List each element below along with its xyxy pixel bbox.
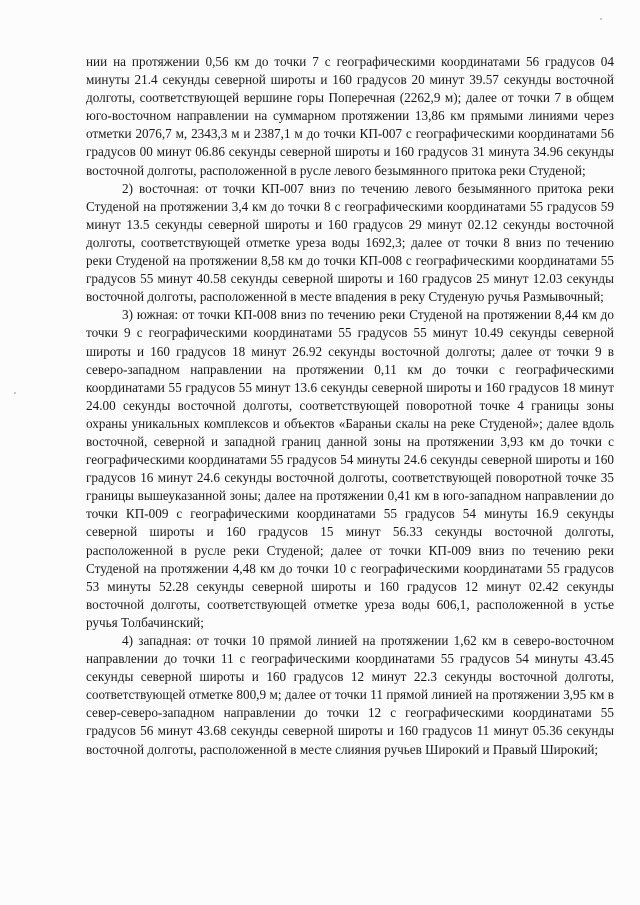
paragraph-south-boundary: 3) южная: от точки КП-008 вниз по течению реки Студеной на протяжении 8,44 км до точки 9 с географическими координатами 55 градусов 55 минут 10.49 секунды северной широты и 160 градусов 18 минут 26.92 секунды восточной долготы; далее от точки 9 в северо-западном направлении на протяжении 0,11 км до точки с географическими координатами 55 градусов 55 минут 13.6 секунды северной широты и 160 градусов 18 минут 24.00 секунды восточной долготы, соответствующей поворотной точке 4 границы зоны охраны уникальных комплексов и объектов «Бараньи скалы на реке Студеной»; далее вдоль восточной, северной и западной границ данной зоны на протяжении 3,93 км до точки с географическими координатами 55 градусов 54 минуты 24.6 секунды северной широты и 160 градусов 16 минут 24.6 секунды восточной долготы, соответствующей поворотной точке 35 границы вышеуказанной зоны; далее на протяжении 0,41 км в юго-западном направлении до точки КП-009 с географическими координатами 55 градусов 54 минуты 16.9 секунды северной широты и 160 градусов 15 минут 56.33 секунды восточной долготы, расположенной в русле реки Студеной; далее от точки КП-009 вниз по течению реки Студеной на протяжении 4,48 км до точки 10 с географическими координатами 55 градусов 53 минуты 52.28 секунды северной широты и 160 градусов 12 минут 02.42 секунды восточной долготы, соответствующей отметке уреза воды 606,1, расположенной в устье ручья Толбачинский; [86,307,614,630]
scan-speck [14,392,16,394]
paragraph-west-boundary: 4) западная: от точки 10 прямой линией на протяжении 1,62 км в северо-восточном направлении до точки 11 с географическими координатами 55 градусов 54 минуты 43.45 секунды северной широты и 160 градусов 12 минут 22.3 секунды восточной долготы, соответствующей отметке 800,9 м; далее от точки 11 прямой линией на протяжении 3,95 км в север-северо-западном направлении до точки 12 с географическими координатами 55 градусов 56 минут 43.68 секунды северной широты и 160 градусов 11 минут 05.36 секунды восточной долготы, расположенной в месте слияния ручьев Широкий и Правый Широкий; [86,633,614,757]
paragraph-continuation: нии на протяжении 0,56 км до точки 7 с географическими координатами 56 градусов 04 минуты 21.4 секунды северной широты и 160 градусов 20 минут 39.57 секунды восточной долготы, соответствующей вершине горы Поперечная (2262,9 м); далее от точки 7 в общем юго-восточном направлении на суммарном протяжении 13,86 км прямыми линиями через отметки 2076,7 м, 2343,3 м и 2387,1 м до точки КП-007 с географическими координатами 56 градусов 00 минут 06.86 секунды северной широты и 160 градусов 31 минута 34.96 секунды восточной долготы, расположенной в русле левого безымянного притока реки Студеной; [86,54,614,178]
paragraph-east-boundary: 2) восточная: от точки КП-007 вниз по течению левого безымянного притока реки Студеной на протяжении 3,4 км до точки 8 с географическими координатами 55 градусов 59 минут 13.5 секунды северной широты и 160 градусов 29 минут 02.12 секунды восточной долготы, соответствующей отметке уреза воды 1692,3; далее от точки 8 вниз по течению реки Студеной на протяжении 8,58 км до точки КП-008 с географическими координатами 55 градусов 55 минут 40.58 секунды северной широты и 160 градусов 25 минут 12.03 секунды восточной долготы, расположенной в месте впадения в реку Студеную ручья Размывочный; [86,180,614,305]
document-body [86,53,614,759]
scan-speck [600,18,602,20]
